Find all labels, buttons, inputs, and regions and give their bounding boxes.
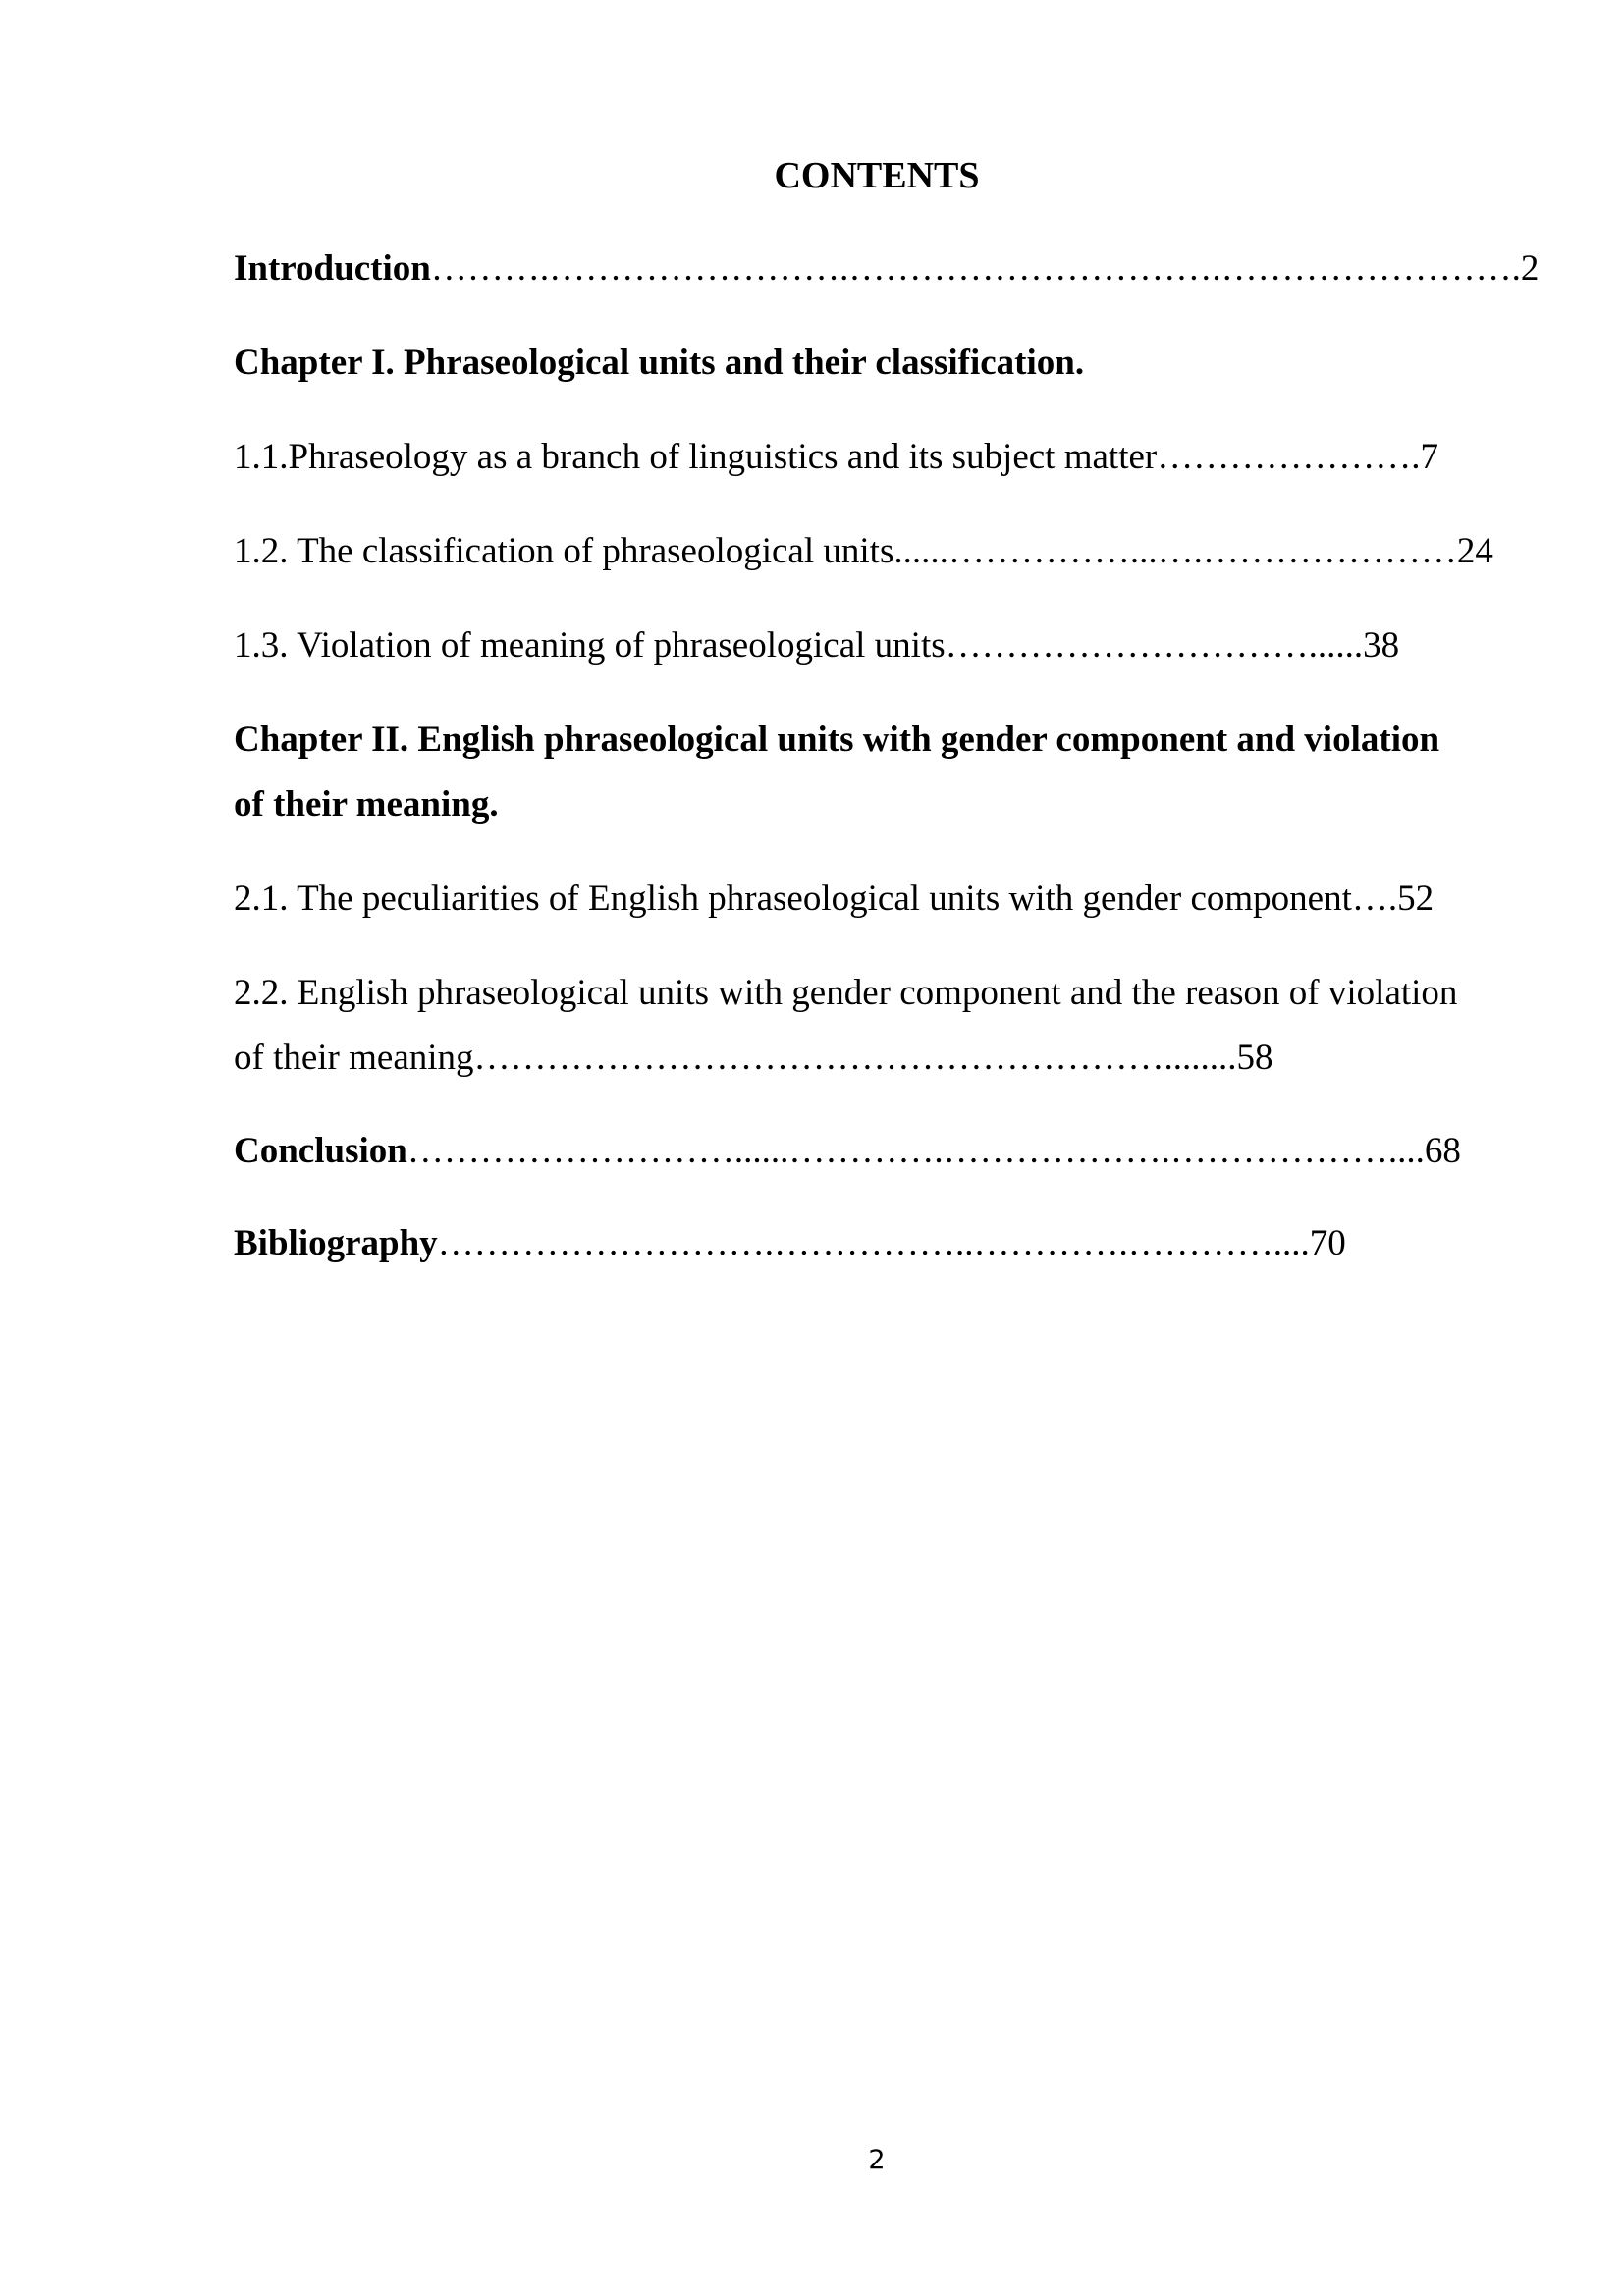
toc-dot-leader: ......……………...….…………………: [893, 531, 1457, 571]
toc-page-number: 58: [1236, 1038, 1273, 1078]
toc-chapter-heading-2: [234, 708, 1439, 773]
toc-page-number: 52: [1397, 879, 1435, 919]
toc-entry-label: 1.2. The classification of phraseological units: [234, 531, 894, 571]
toc-page-number: 7: [1420, 437, 1438, 477]
toc-entry-2-2: [234, 961, 1457, 1026]
toc-entry-label: 1.3. Violation of meaning of phraseological units: [234, 625, 946, 666]
toc-entry-conclusion: [234, 1119, 1461, 1184]
page-number-footer: 2: [868, 2145, 886, 2175]
toc-dot-leader: ………………………......………….……………….………………....: [406, 1131, 1425, 1171]
page-title: CONTENTS: [774, 155, 980, 196]
toc-entry-label: Chapter I. Phraseological units and their classification.: [234, 343, 1085, 383]
toc-page-number: 38: [1363, 625, 1400, 666]
toc-page-number: 2: [1520, 248, 1540, 289]
toc-entry-1-1: [234, 425, 1438, 490]
toc-page-number: 70: [1309, 1223, 1346, 1263]
toc-entry-label: Conclusion: [234, 1131, 407, 1171]
toc-chapter-heading-2-continued: [234, 773, 499, 837]
toc-page-number: 24: [1456, 531, 1493, 571]
toc-dot-leader: …………………………………………………........: [473, 1038, 1237, 1078]
toc-chapter-heading-1: [234, 331, 1084, 396]
toc-entry-1-2: [234, 519, 1493, 584]
toc-entry-label: 2.2. English phraseological units with gender component and the reason of violation: [234, 973, 1458, 1013]
toc-dot-leader: ………………….: [1157, 437, 1421, 477]
toc-dot-leader: ……………………….……………..………….…………....: [437, 1223, 1310, 1263]
toc-entry-2-2-continued: [234, 1026, 1273, 1091]
toc-dot-leader: ……….…………………….………………………….…………………….: [430, 248, 1521, 289]
toc-dot-leader: …………………………......: [945, 625, 1364, 666]
toc-entry-label: of their meaning: [234, 1038, 474, 1078]
toc-dot-leader: ….: [1351, 879, 1398, 919]
toc-entry-label: Bibliography: [234, 1223, 438, 1263]
toc-entry-bibliography: [234, 1211, 1346, 1276]
toc-entry-label: 2.1. The peculiarities of English phraseological units with gender component: [234, 879, 1352, 919]
toc-entry-introduction: [234, 237, 1539, 301]
toc-entry-2-1: [234, 867, 1434, 932]
toc-entry-label: Introduction: [234, 248, 431, 289]
toc-entry-label: Chapter II. English phraseological units with gender component and violation: [234, 720, 1440, 760]
toc-entry-label: of their meaning.: [234, 784, 499, 825]
toc-entry-1-3: [234, 614, 1399, 678]
toc-page-number: 68: [1424, 1131, 1461, 1171]
toc-entry-label: 1.1.Phraseology as a branch of linguistics and its subject matter: [234, 437, 1158, 477]
